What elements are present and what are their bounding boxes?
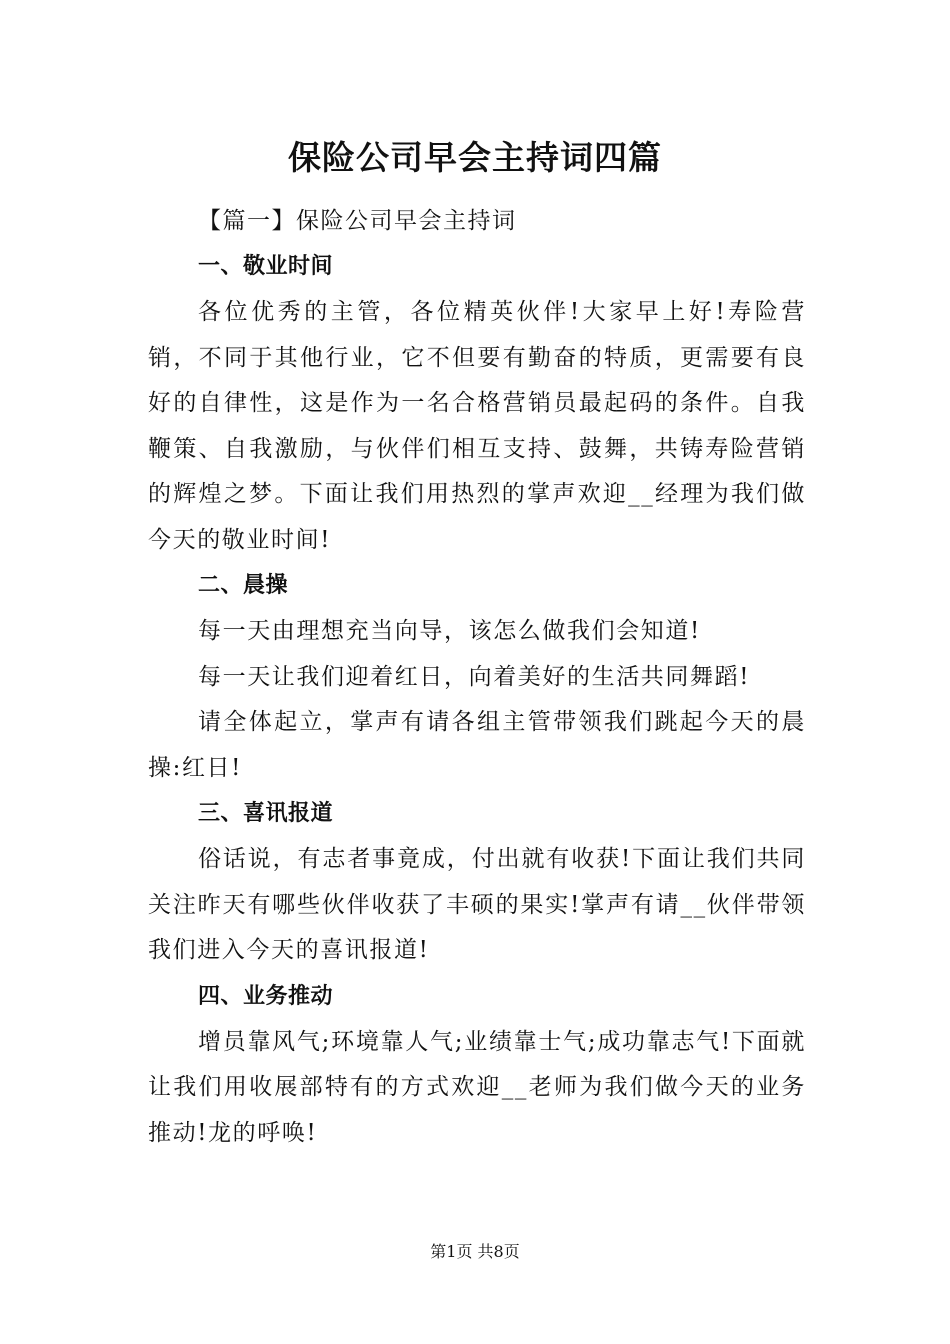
paragraph: 每一天让我们迎着红日，向着美好的生活共同舞蹈! (198, 663, 751, 690)
page-footer: 第1页 共8页 (430, 1242, 520, 1261)
section-4 (148, 974, 806, 1157)
section-heading: 四、业务推动 (198, 983, 334, 1009)
paragraph: 各位优秀的主管，各位精英伙伴!大家早上好!寿险营销，不同于其他行业，它不但要有勤奋的特质，更需要有良好的自律性，这是作为一名合格营销员最起码的条件。自我鞭策、自我激励，与伙伴们相互支持、鼓舞，共铸寿险营销的辉煌之梦。下面让我们用热烈的掌声欢迎__经理为我们做今天的敬业时间! (148, 299, 806, 553)
paragraph: 请全体起立，掌声有请各组主管带领我们跳起今天的晨操:红日! (148, 709, 806, 781)
section-3 (148, 791, 806, 974)
paragraph: 增员靠风气;环境靠人气;业绩靠士气;成功靠志气!下面就让我们用收展部特有的方式欢迎__老师为我们做今天的业务推动!龙的呼唤! (148, 1028, 806, 1146)
section-heading: 二、晨操 (198, 573, 289, 598)
paragraph: 每一天由理想充当向导，该怎么做我们会知道! (198, 618, 701, 644)
section-heading: 一、敬业时间 (198, 254, 334, 279)
paragraph: 俗话说，有志者事竟成，付出就有收获!下面让我们共同关注昨天有哪些伙伴收获了丰硕的果实!掌声有请__伙伴带领我们进入今天的喜讯报道! (148, 846, 806, 963)
section-1 (148, 244, 806, 563)
document-body (148, 198, 806, 1156)
section-2 (148, 563, 806, 791)
section-heading: 三、喜讯报道 (198, 801, 334, 826)
document-subtitle: 【篇一】保险公司早会主持词 (198, 208, 517, 234)
document-title: 保险公司早会主持词四篇 (288, 138, 662, 177)
